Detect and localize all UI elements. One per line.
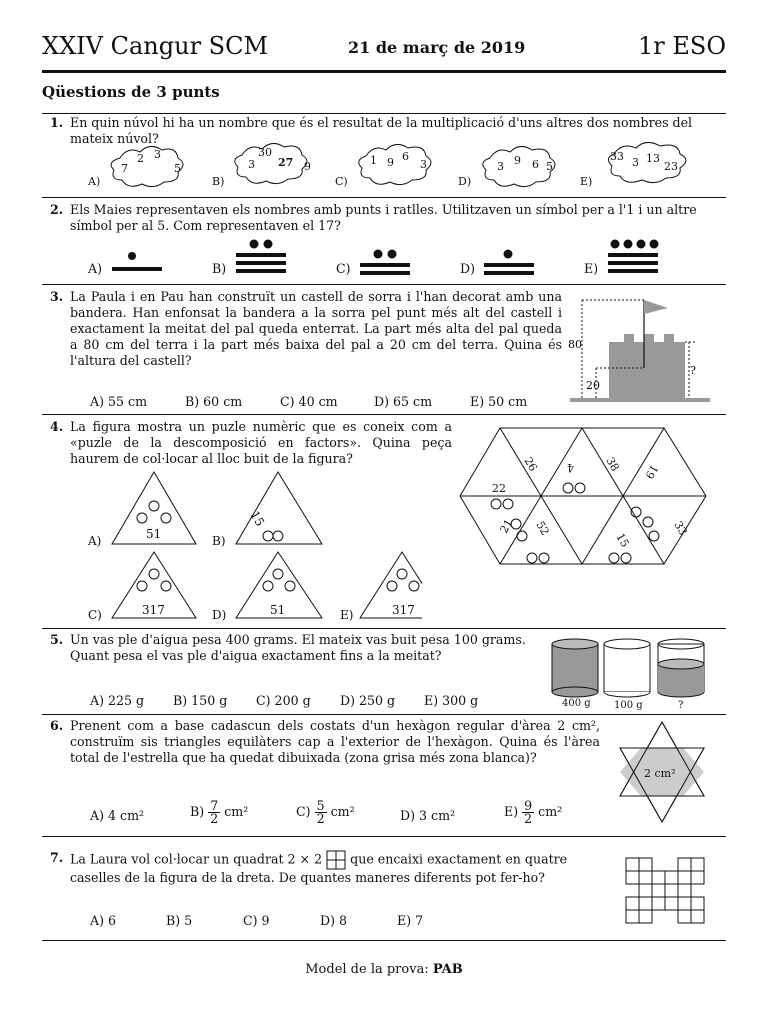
model-code: PAB	[432, 962, 463, 977]
header-rule	[42, 70, 726, 73]
glass-label: 400 g	[562, 698, 591, 709]
question-text: Un vas ple d'aigua pesa 400 grams. El mateix vas buit pesa 100 grams. Quant pesa el vas ple d'aigua exactament fins a la meitat?	[70, 632, 526, 663]
option-e[interactable]: E) 50 cm	[470, 394, 528, 409]
grid-cell	[665, 897, 678, 910]
q2-maya-symbols	[42, 236, 726, 281]
bar	[360, 271, 410, 275]
piece-value: 317	[392, 603, 415, 617]
cloud-number: 30	[258, 146, 272, 159]
piece-value: 15	[247, 508, 268, 529]
grid-cell	[665, 871, 678, 884]
dot	[504, 250, 513, 259]
divider	[42, 836, 726, 837]
option-label: A)	[88, 534, 102, 548]
grid-cell	[678, 871, 691, 884]
hex-label: 22	[492, 482, 506, 495]
label-20: 20	[586, 379, 600, 392]
bar	[236, 269, 286, 273]
hex-label: 4	[567, 461, 574, 474]
question-text: La Laura vol col·locar un quadrat 2 × 2 que encaixi exactament en quatre caselles de la figura de la dreta. De quantes maneres diferents pot fer-ho?	[70, 851, 568, 885]
cloud-number: 2	[137, 152, 144, 165]
bar	[112, 267, 162, 271]
question-text: En quin núvol hi ha un nombre que és el resultat de la multiplicació d'uns altres dos nombres del mateix núvol?	[70, 115, 693, 146]
cloud-number: 6	[532, 158, 539, 171]
option-label: C)	[335, 175, 348, 188]
grid-cell	[626, 897, 639, 910]
question-number: 3.	[50, 289, 64, 304]
cloud-number: 3	[248, 158, 255, 171]
cloud-number: 13	[646, 152, 660, 165]
label-question: ?	[690, 364, 696, 377]
divider	[42, 284, 726, 285]
grid-cell	[639, 910, 652, 923]
cloud-number: 5	[174, 162, 181, 175]
question-number: 4.	[50, 419, 64, 434]
bar	[360, 263, 410, 267]
unit: cm²	[330, 804, 355, 819]
grid-cell	[665, 884, 678, 897]
option-label: C)	[88, 608, 102, 622]
dot	[650, 240, 659, 249]
question-number: 6.	[50, 718, 64, 733]
option-b[interactable]	[190, 800, 248, 825]
fraction: $\frac{5}{2}$	[316, 798, 325, 826]
option-label: B)	[212, 534, 226, 548]
hex-label: 15	[613, 531, 632, 550]
contest-title: XXIV Cangur SCM	[42, 32, 269, 60]
battlement	[644, 334, 654, 344]
piece-value: 317	[142, 603, 165, 617]
option-b[interactable]: B) 5	[166, 913, 193, 928]
bar	[484, 271, 534, 275]
glass-label: 100 g	[614, 700, 643, 711]
option-b[interactable]: B) 150 g	[173, 693, 228, 708]
divider	[42, 940, 726, 941]
glass-empty	[604, 644, 650, 692]
flag	[644, 300, 668, 314]
hex-label: 21	[497, 516, 516, 536]
page-header	[42, 30, 726, 70]
cloud-number: 1	[370, 154, 377, 167]
grid-cell	[639, 871, 652, 884]
piece-value: 51	[270, 603, 286, 617]
fraction: $\frac{9}{2}$	[524, 798, 533, 826]
question-number: 7.	[50, 850, 64, 865]
grid-cell	[652, 897, 665, 910]
divider	[42, 113, 726, 114]
option-e[interactable]: E) 7	[397, 913, 424, 928]
option-e[interactable]	[504, 800, 562, 825]
q4-options	[42, 466, 422, 626]
option-label: E)	[340, 608, 354, 622]
grid-cell	[678, 858, 691, 871]
question-number: 2.	[50, 202, 64, 217]
dot	[250, 240, 259, 249]
cloud-number: 9	[304, 160, 311, 173]
bar	[484, 263, 534, 267]
option-label: B)	[212, 175, 225, 188]
q3-castle-figure	[566, 294, 716, 409]
grid-cell	[626, 871, 639, 884]
question-text: Els Maies representaven els nombres amb punts i ratlles. Utilitzaven un símbol per a l'1 i un altre símbol per al 5. Com representaven el 17?	[70, 202, 697, 233]
grid-cell	[691, 910, 704, 923]
footer	[0, 962, 768, 977]
cloud-number: 5	[546, 160, 553, 173]
option-d[interactable]: D) 3 cm²	[400, 808, 456, 823]
bar	[236, 261, 286, 265]
q6-options	[90, 800, 590, 834]
question-text: La Paula i en Pau han construït un castell de sorra i l'han decorat amb una bandera. Han enfonsat la bandera a la sorra pel punt més alt del castell i exactament la meitat del pal queda enterrat. La part més alta del pal queda a 80 cm del terra i la part més baixa del pal a 20 cm del terra. Quina és l'altura del castell?	[70, 289, 562, 368]
hex-label: 38	[603, 455, 622, 474]
hex-label: 19	[642, 462, 661, 482]
option-label: D)	[212, 608, 227, 622]
cloud-number: 3	[420, 158, 427, 171]
unit: cm²	[538, 804, 563, 819]
option-label: C)	[336, 261, 351, 276]
option-a[interactable]: A) 6	[90, 913, 117, 928]
cloud-number: 3	[632, 156, 639, 169]
cloud-number: 33	[610, 150, 624, 163]
q1-clouds	[42, 140, 726, 195]
grid-cell	[678, 897, 691, 910]
cloud-number: 23	[664, 160, 678, 173]
glass-label: ?	[678, 700, 684, 711]
grid-cell	[678, 884, 691, 897]
label-80: 80	[568, 338, 582, 351]
hex-label: 33	[671, 519, 690, 538]
grid-cell	[626, 858, 639, 871]
ground	[570, 398, 710, 402]
question-7	[42, 850, 602, 890]
contest-date: 21 de març de 2019	[348, 38, 526, 57]
grid-cell	[639, 884, 652, 897]
q5-glasses	[546, 636, 714, 712]
question-number: 5.	[50, 632, 64, 647]
section-title: Qüestions de 3 punts	[42, 83, 220, 101]
battlement	[624, 334, 634, 344]
question-text: La figura mostra un puzle numèric que es coneix com a «puzle de la descomposició en factors». Quina peça haurem de col·locar al lloc buit de la figura?	[70, 419, 452, 466]
cloud-number: 9	[387, 156, 394, 169]
option-c[interactable]: C) 200 g	[256, 693, 311, 708]
question-number: 1.	[50, 115, 64, 130]
grid-cell	[678, 910, 691, 923]
cloud-number: 6	[402, 150, 409, 163]
square-2x2-icon	[326, 850, 346, 870]
dot	[264, 240, 273, 249]
option-label: C)	[296, 804, 311, 819]
question-3	[42, 289, 562, 379]
grid-cell	[626, 910, 639, 923]
cloud-number: 9	[514, 154, 521, 167]
option-c[interactable]: C) 9	[243, 913, 270, 928]
dot	[388, 250, 397, 259]
option-label: A)	[88, 175, 101, 188]
option-c[interactable]	[296, 800, 355, 825]
bar	[608, 269, 658, 273]
cloud-number: 3	[154, 148, 161, 161]
divider	[42, 414, 726, 415]
divider	[42, 628, 726, 629]
option-a[interactable]: A) 225 g	[90, 693, 145, 708]
grid-cell	[691, 858, 704, 871]
q7-grid-figure	[624, 856, 708, 932]
q6-star-figure	[614, 718, 710, 830]
cloud-number: 7	[121, 162, 128, 175]
bar	[236, 253, 286, 257]
unit: cm²	[224, 804, 249, 819]
option-e[interactable]: E) 300 g	[424, 693, 479, 708]
option-a[interactable]: A) 4 cm²	[90, 808, 145, 823]
dot	[611, 240, 620, 249]
hex-label: 52	[533, 519, 552, 538]
option-label: E)	[580, 175, 593, 188]
grid-cell	[652, 884, 665, 897]
hex-area-label: 2 cm²	[644, 767, 676, 780]
option-label: A)	[88, 261, 103, 276]
q4-hexagon-puzzle	[456, 424, 708, 566]
dot	[624, 240, 633, 249]
bar	[608, 253, 658, 257]
divider	[42, 197, 726, 198]
option-label: B)	[190, 804, 205, 819]
cloud-number: 3	[497, 160, 504, 173]
contest-level: 1r ESO	[637, 32, 726, 60]
piece-value: 51	[146, 527, 162, 541]
option-a[interactable]: A) 55 cm	[90, 394, 148, 409]
footer-prefix: Model de la prova:	[305, 962, 433, 977]
dot	[128, 252, 136, 260]
grid-cell	[639, 897, 652, 910]
grid-cell	[691, 871, 704, 884]
fraction: $\frac{7}{2}$	[210, 798, 219, 826]
glass-full	[552, 644, 598, 692]
hex-label: 26	[521, 455, 540, 474]
divider	[42, 714, 726, 715]
grid-cell	[691, 897, 704, 910]
option-c[interactable]: C) 40 cm	[280, 394, 338, 409]
option-label: B)	[212, 261, 227, 276]
option-d[interactable]: D) 65 cm	[374, 394, 433, 409]
option-d[interactable]: D) 8	[320, 913, 348, 928]
castle-wall	[609, 342, 685, 398]
question-5	[42, 632, 562, 672]
dot	[637, 240, 646, 249]
battlement	[664, 334, 674, 344]
option-label: D)	[460, 261, 476, 276]
dot	[374, 250, 383, 259]
bar	[608, 261, 658, 265]
question-6	[42, 718, 602, 768]
grid-cell	[652, 871, 665, 884]
grid-cell	[639, 858, 652, 871]
question-text: Prenent com a base cadascun dels costats d'un hexàgon regular d'àrea 2 cm², construïm sis triangles equilàters cap a l'exterior de l'hexàgon. Quina és l'àrea total de l'estrella que ha quedat dibuixada (zona grisa més zona blanca)?	[70, 718, 600, 765]
option-d[interactable]: D) 250 g	[340, 693, 396, 708]
option-label: D)	[458, 175, 472, 188]
option-label: E)	[504, 804, 519, 819]
option-b[interactable]: B) 60 cm	[185, 394, 243, 409]
cloud-number: 27	[278, 156, 294, 169]
option-label: E)	[584, 261, 599, 276]
